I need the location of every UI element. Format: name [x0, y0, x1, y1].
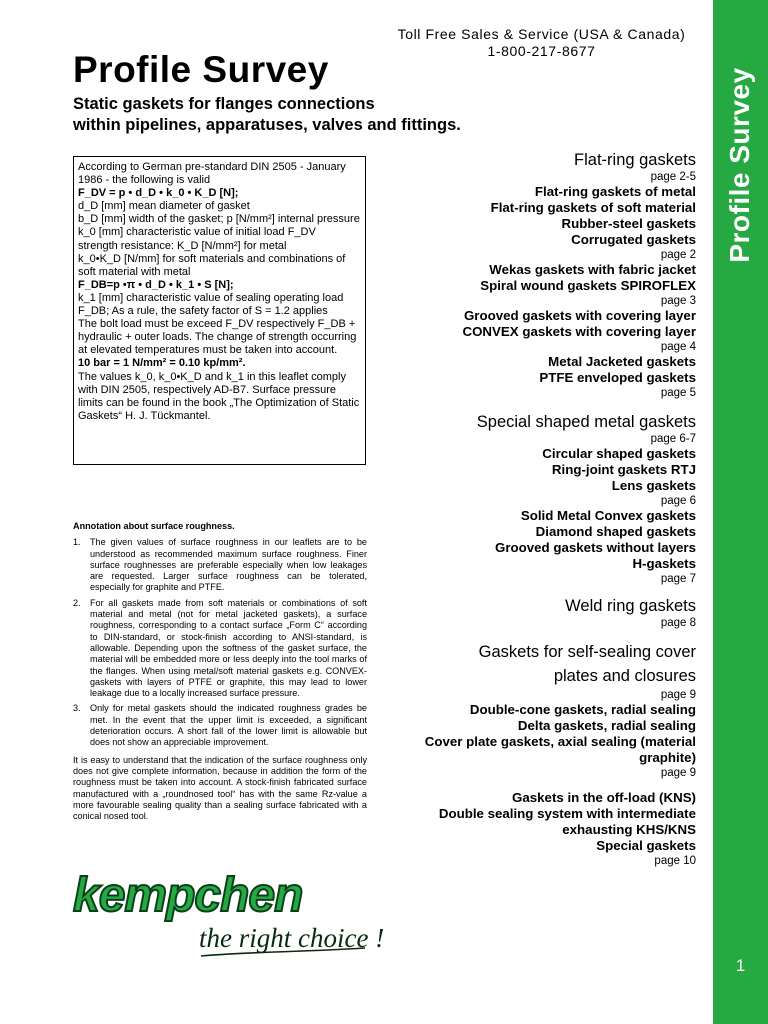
list-item: PTFE enveloped gaskets: [539, 370, 696, 385]
list-item: Diamond shaped gaskets: [535, 524, 696, 539]
list-item: Metal Jacketed gaskets: [548, 354, 696, 369]
annotation-item-text: Only for metal gaskets should the indicated roughness grades be met. In the event that the upper limit is exceeded, a significant deterioration occurs. A short fall of the lower limit is allowable but does not show an appreciable improvement.: [90, 703, 367, 748]
page-ref: page 8: [660, 617, 696, 629]
annotation-surface-roughness: [73, 521, 367, 822]
list-item: Rubber-steel gaskets: [561, 216, 696, 231]
page-title: Profile Survey: [73, 49, 329, 90]
page-ref: page 9: [660, 689, 696, 701]
list-item: Grooved gaskets with covering layer: [463, 308, 696, 323]
din-bar-conversion: 10 bar = 1 N/mm² = 0.10 kp/mm².: [78, 357, 246, 370]
annotation-item-text: For all gaskets made from soft materials or combinations of soft material and metal (not for metal jacketed gaskets), a surface roughness, corresponding to a contact surface „Form C“ according to DIN-standard, or stock-finish according to ANSI-standard, is allowable. Depending upon the softness of the gasket surface, the material will be embedded more or less deeply into the tool marks of the flanges. When using metal/soft material gaskets e.g. CONVEX-gaskets with layers of PTFE or graphite, this may lead to lower leakage due to a locally increased surface pressure.: [90, 597, 367, 699]
list-item: Ring-joint gaskets RTJ: [551, 462, 696, 477]
page-ref: page 2-5: [650, 171, 696, 183]
list-item: Lens gaskets: [611, 478, 696, 493]
list-item: Double sealing system with intermediate: [438, 806, 696, 821]
section-heading-self-sealing: [398, 640, 696, 688]
section-heading-line: Gaskets for self-sealing cover: [478, 643, 696, 661]
list-item: Flat-ring gaskets of metal: [534, 184, 696, 199]
annotation-closing: It is easy to understand that the indication of the surface roughness only does not give complete information, because in addition the form of the roughness must be taken into account. A stock-finish fabricated surface manufactured with a „roundnosed tool“ has with the same Rz-value a more favourable sealing quality than a sealing surface fabricated with a conical nosed tool.: [73, 754, 367, 822]
din-k0kd-definition: k_0•K_D [N/mm] for soft materials and combinations of soft material with metal: [78, 252, 346, 278]
profile-contents: [398, 150, 696, 868]
section-heading-line: plates and closures: [553, 667, 696, 685]
din-intro: According to German pre-standard DIN 2505 - January 1986 - the following is valid: [78, 161, 346, 187]
annotation-item: [73, 537, 367, 593]
annotation-item: [73, 598, 367, 700]
page-ref: page 10: [654, 855, 696, 867]
annotation-item: [73, 703, 367, 748]
list-item: Circular shaped gaskets: [542, 446, 696, 461]
list-item: CONVEX gaskets with covering layer: [462, 324, 696, 339]
din-k1-definition: k_1 [mm] characteristic value of sealing operating load F_DB; As a rule, the safety factor of S = 1.2 applies: [78, 291, 344, 318]
din-formula-fdv: F_DV = p • d_D • k_0 • K_D [N];: [78, 187, 239, 200]
page-ref: page 6: [660, 495, 696, 507]
din-bolt-load: The bolt load must be exceed F_DV respectively F_DB + hydraulic + outer loads. The change of strength occurring at elevated temperatures must be taken into account.: [78, 318, 357, 357]
page-subtitle: [73, 94, 461, 136]
list-item: exhausting KHS/KNS: [562, 822, 696, 837]
annotation-item-number: 1.: [73, 537, 81, 548]
logo-wordmark: kempchen: [73, 869, 303, 922]
list-item: Corrugated gaskets: [571, 232, 696, 247]
page-ref: page 5: [660, 387, 696, 399]
list-item: Delta gaskets, radial sealing: [517, 718, 696, 733]
list-item: H-gaskets: [632, 556, 696, 571]
page-ref: page 9: [660, 767, 696, 779]
list-item: Solid Metal Convex gaskets: [520, 508, 696, 523]
annotation-item-number: 2.: [73, 597, 81, 608]
page-ref: page 2: [660, 249, 696, 261]
din-dd-definition: d_D [mm] mean diameter of gasket: [78, 200, 250, 213]
page-ref: page 6-7: [650, 433, 696, 445]
list-item: Grooved gaskets without layers: [495, 540, 696, 555]
annotation-heading: Annotation about surface roughness.: [73, 521, 235, 531]
list-item: Gaskets in the off-load (KNS): [512, 790, 696, 805]
annotation-item-number: 3.: [73, 703, 81, 714]
list-item: Spiral wound gaskets SPIROFLEX: [480, 278, 696, 293]
toll-free-phone: 1-800-217-8677: [487, 43, 596, 59]
subtitle-line-1: Static gaskets for flanges connections: [73, 95, 375, 113]
toll-free-label: Toll Free Sales & Service (USA & Canada): [397, 26, 686, 42]
toll-free-block: [384, 26, 699, 60]
din-k0-definition: k_0 [mm] characteristic value of initial load F_DV: [78, 226, 316, 239]
list-item: Flat-ring gaskets of soft material: [490, 200, 696, 215]
section-heading-special-shaped: Special shaped metal gaskets: [476, 413, 696, 431]
kempchen-logo: [73, 868, 393, 968]
section-heading-flat-ring: Flat-ring gaskets: [574, 151, 696, 169]
page-ref: page 4: [660, 341, 696, 353]
subtitle-line-2: within pipelines, apparatuses, valves and fittings.: [73, 116, 461, 134]
page-ref: page 3: [660, 295, 696, 307]
logo-tagline: the right choice !: [199, 923, 385, 953]
list-item: Cover plate gaskets, axial sealing (material: [424, 734, 696, 749]
list-item: graphite): [639, 750, 696, 765]
din-values-note: The values k_0, k_0•K_D and k_1 in this leaflet comply with DIN 2505, respectively AD-B7. Surface pressure limits can be found in the book „The Optimization of Static Gaskets“ H. J. Tückmantel.: [78, 370, 360, 422]
din-strength-resistance: strength resistance: K_D [N/mm²] for metal: [78, 239, 287, 252]
list-item: Wekas gaskets with fabric jacket: [489, 262, 696, 277]
din-2505-info-box: [73, 156, 366, 465]
din-formula-fdb: F_DB=p •π • d_D • k_1 • S [N];: [78, 278, 234, 291]
page-ref: page 7: [660, 573, 696, 585]
section-heading-weld-ring: Weld ring gaskets: [565, 597, 696, 615]
list-item: Special gaskets: [596, 838, 696, 853]
page-number: 1: [735, 956, 746, 975]
din-bd-definition: b_D [mm] width of the gasket; p [N/mm²] internal pressure: [78, 213, 360, 226]
side-tab-title: Profile Survey: [724, 67, 755, 263]
annotation-item-text: The given values of surface roughness in our leaflets are to be understood as recommended maximum surface roughness. Finer surface roughnesses are preferable especially when low leakages are requested. Larger surface roughness can be tolerated, especially for graphite and PTFE.: [90, 537, 367, 593]
list-item: Double-cone gaskets, radial sealing: [469, 702, 696, 717]
